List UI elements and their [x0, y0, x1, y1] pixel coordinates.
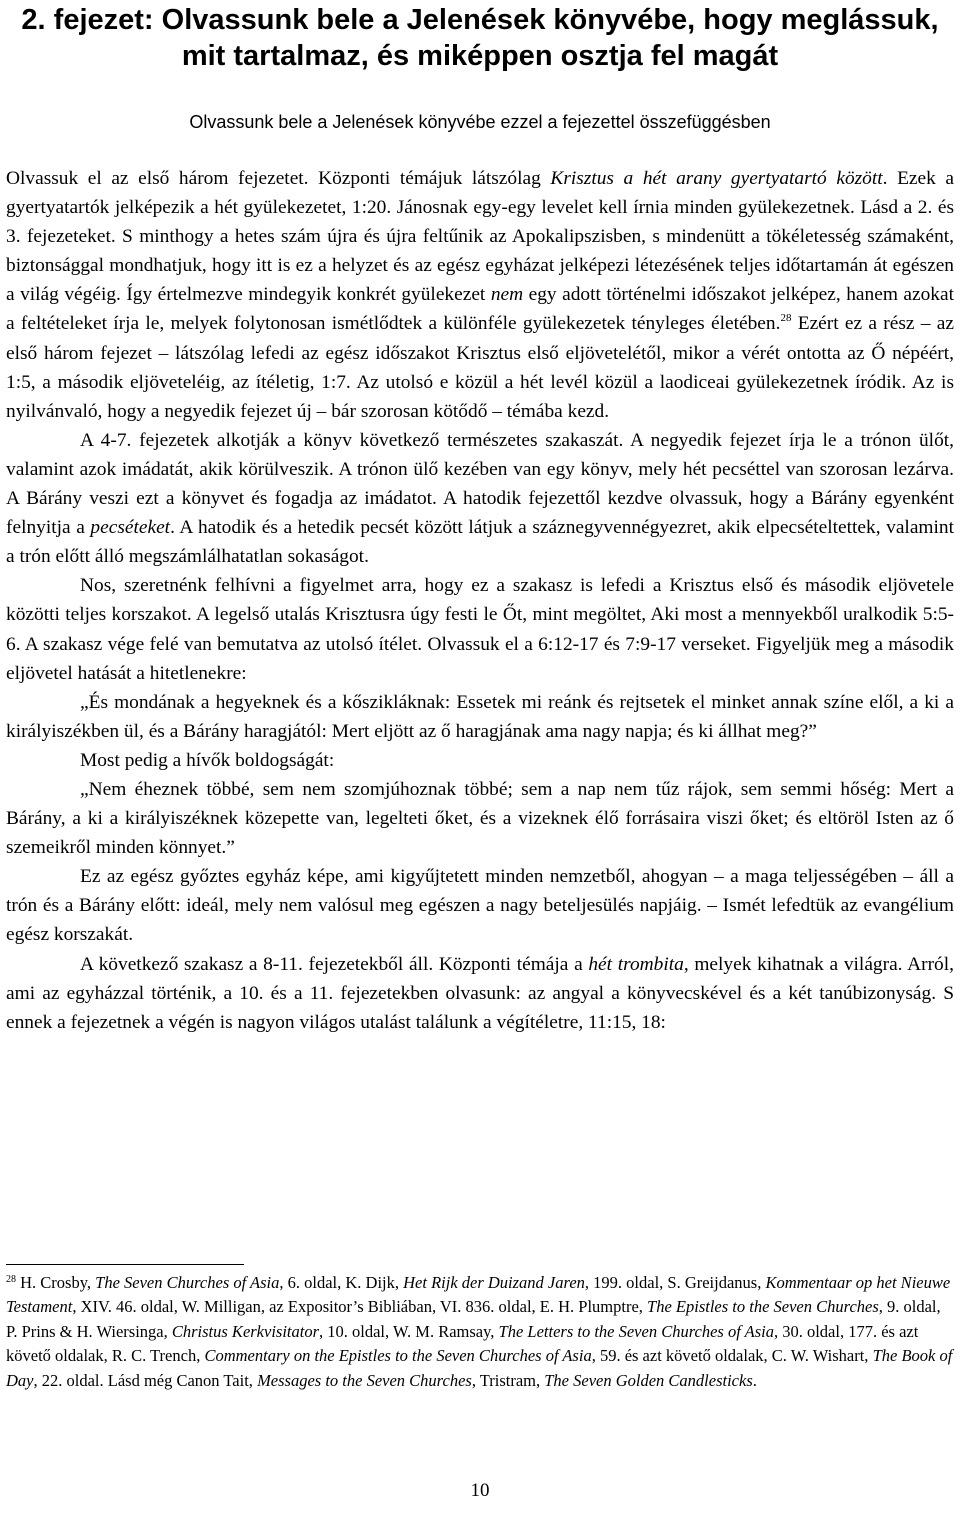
text-run: , 6. oldal, K. Dijk,	[279, 1273, 404, 1292]
book-title: Christus Kerkvisitator	[171, 1321, 320, 1341]
book-title: The Letters to the Seven Churches of Asia	[498, 1321, 774, 1341]
italic-word: nem	[490, 284, 524, 306]
italic-word: pecséteket	[90, 517, 171, 539]
book-title: The Epistles to the Seven Churches	[647, 1297, 879, 1317]
text-run: , 10. oldal, W. M. Ramsay,	[319, 1321, 499, 1341]
text-run: , 9. oldal, P. Prins & H. Wiersinga,	[6, 1297, 941, 1341]
paragraph-3: Nos, szeretnénk felhívni a figyelmet arra, hogy ez a szakasz is lefedi a Krisztus első és második eljövetele közötti teljes korszakot. A legelső utalás Krisztusra úgy festi le Őt, mint megöltet, Aki most a mennyekből uralkodik 5:5-6. A szakasz vége felé van bemutatva az utolsó ítélet. Olvassuk el a 6:12-17 és 7:9-17 verseket. Figyeljük meg a második eljövetel hatását a hitetlenekre:	[6, 575, 954, 684]
text-run: Olvassuk el az első három fejezetet. Központi témájuk látszólag	[6, 168, 551, 189]
book-title: Het Rijk der Duizand Jaren	[403, 1273, 585, 1292]
text-run: H. Crosby,	[16, 1273, 96, 1292]
italic-phrase: Krisztus a hét arany gyertyatartó között	[550, 168, 883, 189]
book-title: Commentary on the Epistles to the Seven Churches of Asia	[204, 1346, 592, 1366]
text-run: , 30. oldal, 177. és azt követő oldalak, R. C. Trench,	[6, 1321, 919, 1366]
italic-phrase: hét trombita	[588, 953, 684, 975]
text-run: , 199. oldal, S. Greijdanus,	[584, 1273, 766, 1292]
text-run: . Ezek a gyertyatartók jelképezik a hét gyülekezetet, 1:20. Jánosnak egy-egy levelet kell írnia minden gyülekezetnek. Lásd a 2. és 3. fejezeteket. S minthogy a hetes szám újra és újra feltűnik az Apokalipszisben, s mindenütt a tökéletesség számaként, biztonsággal mondhatjuk, hogy itt is ez a helyzet és az egész egyházat jelképezi létezésének teljes időtartamán át egészen a világ végéig. Így értelmezve mindegyik konkrét gyülekezet	[6, 168, 955, 306]
body-text	[6, 164, 954, 1037]
footnote-number: 28	[6, 1274, 16, 1285]
quote-2: „Nem éheznek többé, sem nem szomjúhoznak többé; sem a nap nem tűz rájok, sem semmi hőség: Mert a Bárány, a ki a királyiszéknek közepette van, legelteti őket, és a vizeknek élő forrásaira viszi őket; és eltöröl Isten az ő szemeikről minden könnyet.”	[6, 778, 954, 859]
text-run: A 4-7. fejezetek alkotják a könyv következő természetes szakaszát. A negyedik fejezet írja le a trónon ülőt, valamint azok imádatát, akik körülveszik. A trónon ülő kezében van egy könyv, mely hét pecséttel van szorosan lezárva. A Bárány veszi ezt a könyvet és fogadja az imádatot. A hatodik fejezettől kezdve olvassuk, hogy a Bárány egyenként felnyitja a	[6, 429, 954, 539]
book-title: The Book of Day	[6, 1346, 953, 1390]
text-run: egy adott történelmi időszakot jelképez, hanem azokat a feltételeket írja le, melyek folytonosan ismétlődtek a különféle gyülekezetek tényleges életében.	[6, 284, 954, 335]
text-run: , melyek kihatnak a világra. Arról, ami az egyházzal történik, a 10. és a 11. fejezetekben olvasunk: az angyal a könyvecskével és a két tanúbizonyság. S ennek a fejezetnek a végén is nagyon világos utalást találunk a végítéletre, 11:15, 18:	[6, 953, 954, 1033]
text-run: A következő szakasz a 8-11. fejezetekből áll. Központi témája a	[80, 953, 589, 975]
paragraph-6	[6, 950, 954, 1037]
paragraph-1	[6, 164, 954, 426]
text-run: , 59. és azt követő oldalak, C. W. Wishart,	[591, 1346, 873, 1366]
footnote-reference[interactable]: 28	[780, 312, 792, 325]
footnote-28	[6, 1271, 954, 1393]
book-title: Kommentaar op het Nieuwe Testament	[6, 1273, 951, 1317]
text-run: Ezért ez a rész – az első három fejezet – látszólag lefedi az egész időszakot Krisztus első eljövetelétől, mikor a vérét ontotta az Ő népéért, 1:5, a második eljöveteléig, az ítéletig, 1:7. Az utolsó e közül a hét levél közül a laodiceai gyülekezetnek íródik. Az is nyilvánvaló, hogy a negyedik fejezet új – bár szorosan kötődő – témába kezd.	[6, 313, 954, 422]
book-title: The Seven Churches of Asia	[95, 1273, 280, 1292]
text-run: , 22. oldal. Lásd még Canon Tait,	[33, 1370, 258, 1390]
text-run: , XIV. 46. oldal, W. Milligan, az Expositor’s Bibliában, VI. 836. oldal, E. H. Plumptre,	[72, 1297, 648, 1317]
paragraph-4: Most pedig a hívők boldogságát:	[80, 749, 335, 771]
text-run: .	[752, 1370, 757, 1390]
quote-1: „És mondának a hegyeknek és a kőszikláknak: Essetek mi reánk és rejtsetek el minket annak színe elől, a ki a királyiszékben ül, és a Bárány haragjától: Mert eljött az ő haragjának ama nagy napja; és ki állhat meg?”	[6, 691, 954, 742]
book-title: Messages to the Seven Churches	[257, 1370, 472, 1390]
paragraph-2	[6, 426, 954, 571]
footnote-separator	[6, 1264, 244, 1265]
text-run: , Tristram,	[471, 1370, 545, 1390]
page-number: 10	[470, 1480, 490, 1501]
section-subtitle: Olvassunk bele a Jelenések könyvébe ezzel a fejezettel összefüggésben	[189, 112, 771, 132]
book-title: The Seven Golden Candlesticks	[544, 1370, 753, 1390]
paragraph-5: Ez az egész győztes egyház képe, ami kigyűjtetett minden nemzetből, ahogyan – a maga teljességében – áll a trón és a Bárány előtt: ideál, mely nem valósul meg egészen a nagy beteljesülés napjáig. – Ismét lefedtük az evangélium egész korszakát.	[6, 866, 954, 946]
text-run: . A hatodik és a hetedik pecsét között látjuk a száznegyvennégyezret, akik elpecsételtettek, valamint a trón előtt álló megszámlálhatatlan sokaságot.	[6, 517, 954, 568]
chapter-title: 2. fejezet: Olvassunk bele a Jelenések könyvébe, hogy meglássuk, mit tartalmaz, és miképpen osztja fel magát	[21, 4, 939, 72]
